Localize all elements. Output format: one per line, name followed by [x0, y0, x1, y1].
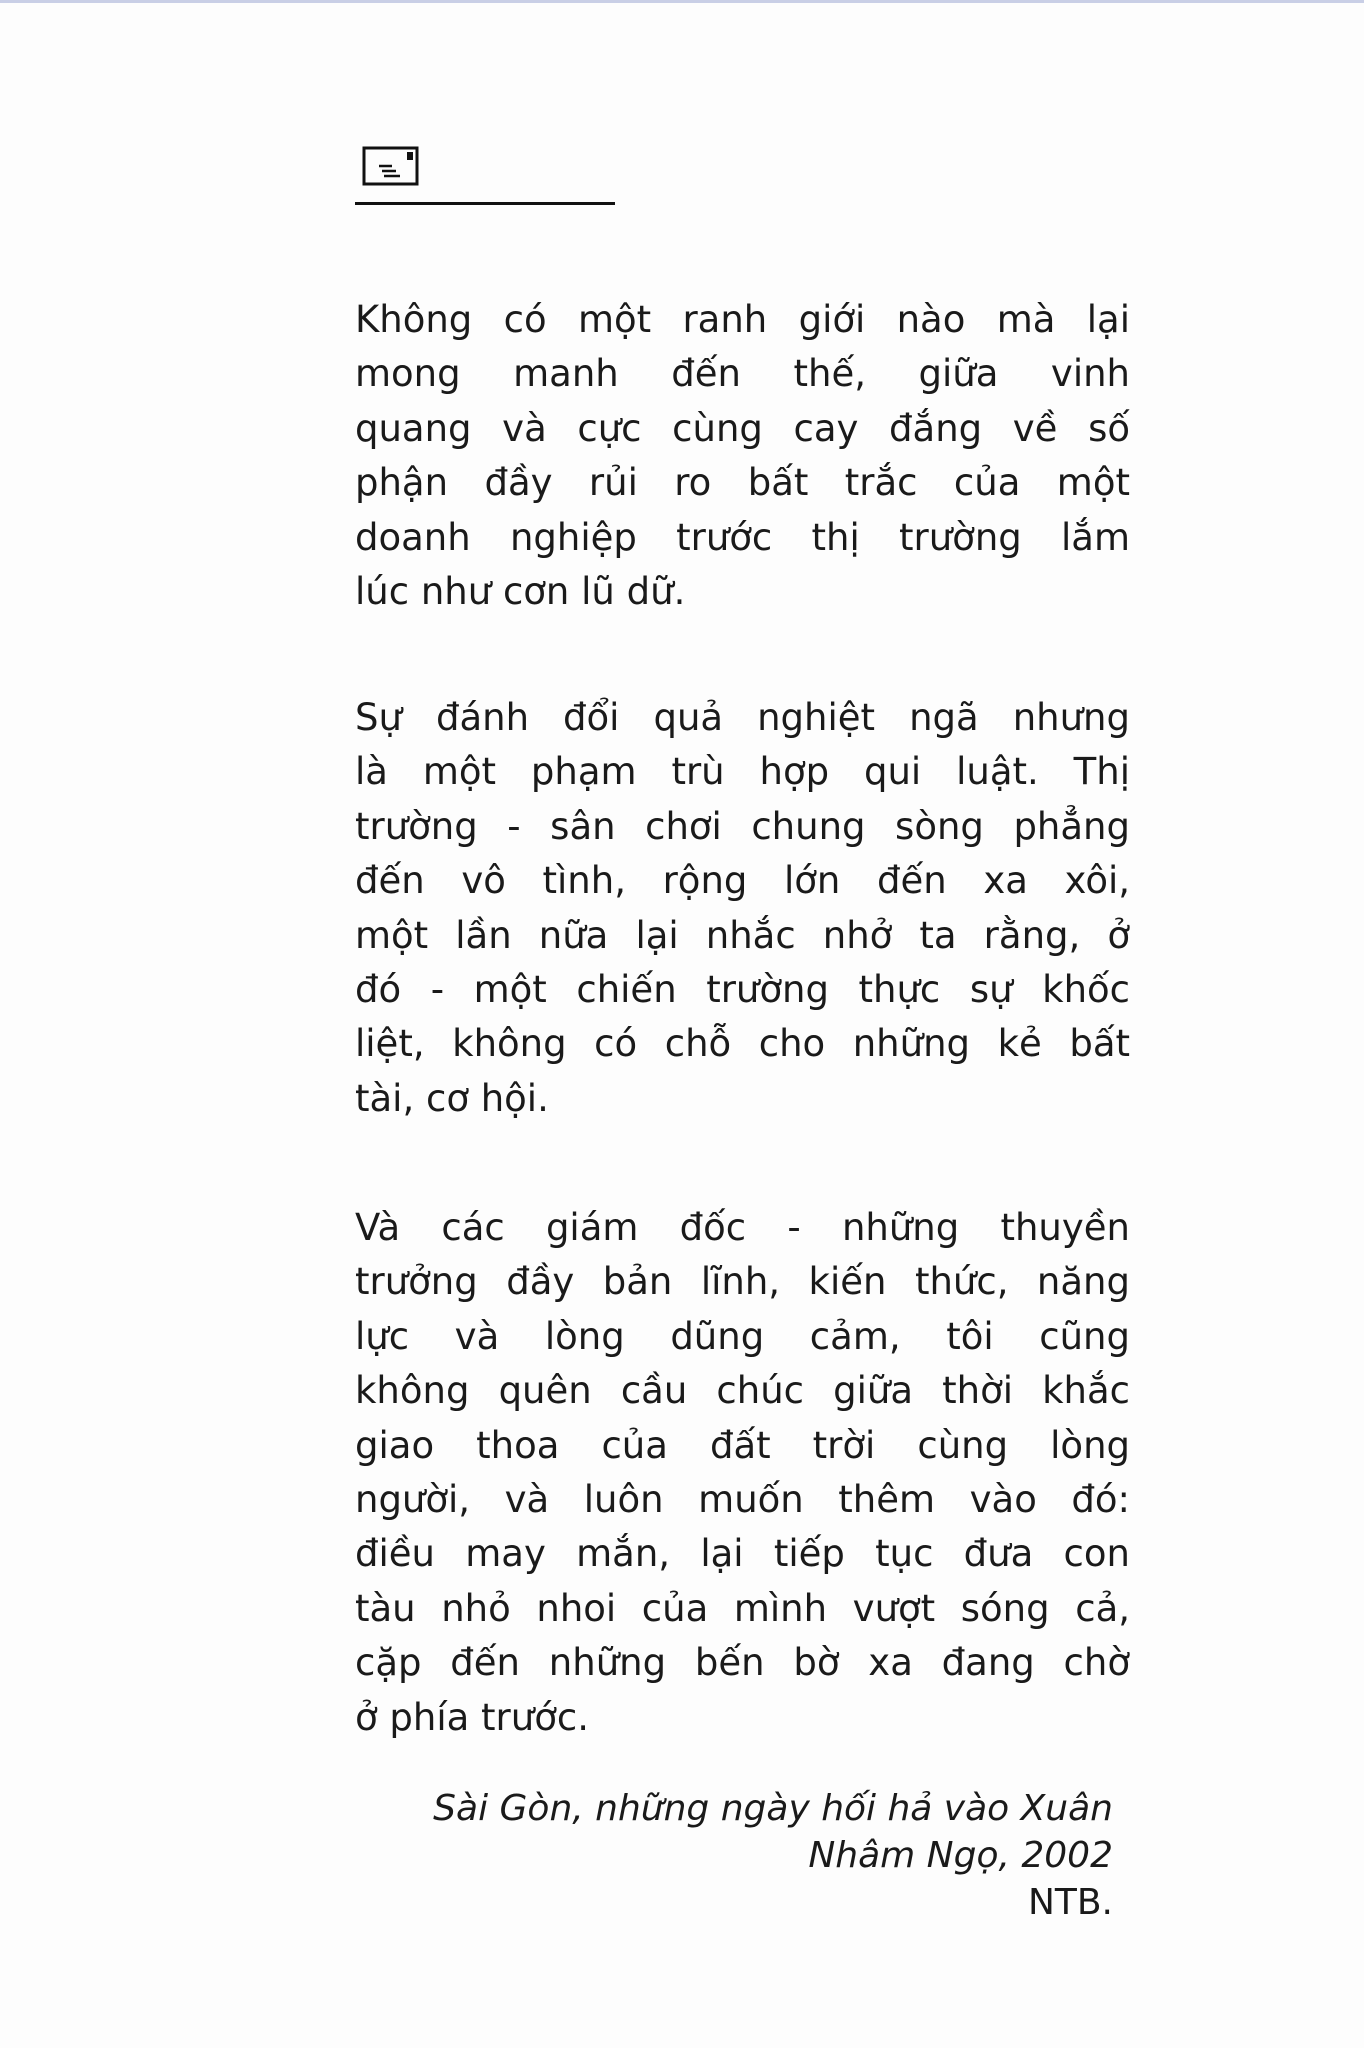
- text-line: người, và luôn muốn thêm vào đó:: [355, 1478, 1130, 1522]
- text-line: Và các giám đốc - những thuyền: [355, 1206, 1130, 1249]
- text-line: giao thoa của đất trời cùng lòng: [355, 1423, 1130, 1467]
- paragraph-3: [355, 1201, 1130, 1745]
- text-line: đó - một chiến trường thực sự khốc: [355, 968, 1130, 1012]
- text-line: tàu nhỏ nhoi của mình vượt sóng cả,: [355, 1586, 1130, 1630]
- text-line: là một phạm trù hợp qui luật. Thị: [355, 750, 1130, 794]
- text-line: trường - sân chơi chung sòng phẳng: [355, 804, 1130, 848]
- text-line: liệt, không có chỗ cho những kẻ bất: [355, 1022, 1130, 1066]
- signature-author: NTB.: [1027, 1882, 1113, 1923]
- text-line: tài, cơ hội.: [355, 1076, 549, 1120]
- text-line: cặp đến những bến bờ xa đang chờ: [355, 1641, 1130, 1685]
- text-line: Sự đánh đổi quả nghiệt ngã nhưng: [355, 696, 1130, 739]
- text-line: doanh nghiệp trước thị trường lắm: [355, 515, 1130, 559]
- paragraph-1: [355, 293, 1130, 619]
- text-line: trưởng đầy bản lĩnh, kiến thức, năng: [355, 1260, 1130, 1304]
- text-line: lúc như cơn lũ dữ.: [355, 570, 686, 614]
- page-edge: [0, 0, 1364, 3]
- paragraph-2: [355, 691, 1130, 1126]
- signature-block: [433, 1785, 1113, 1926]
- text-line: ở phía trước.: [355, 1695, 589, 1739]
- text-line: quang và cực cùng cay đắng về số: [355, 406, 1130, 450]
- header-rule: [355, 202, 615, 205]
- envelope-icon: [362, 146, 419, 186]
- signature-date: Nhâm Ngọ, 2002: [808, 1835, 1113, 1876]
- text-line: đến vô tình, rộng lớn đến xa xôi,: [355, 859, 1130, 903]
- text-line: Không có một ranh giới nào mà lại: [355, 298, 1130, 341]
- text-line: phận đầy rủi ro bất trắc của một: [355, 461, 1130, 505]
- text-line: lực và lòng dũng cảm, tôi cũng: [355, 1314, 1130, 1358]
- text-line: một lần nữa lại nhắc nhở ta rằng, ở: [355, 913, 1130, 957]
- text-line: không quên cầu chúc giữa thời khắc: [355, 1369, 1130, 1413]
- text-line: mong manh đến thế, giữa vinh: [355, 352, 1130, 396]
- text-line: điều may mắn, lại tiếp tục đưa con: [355, 1532, 1130, 1576]
- signature-place: Sài Gòn, những ngày hối hả vào Xuân: [433, 1788, 1113, 1829]
